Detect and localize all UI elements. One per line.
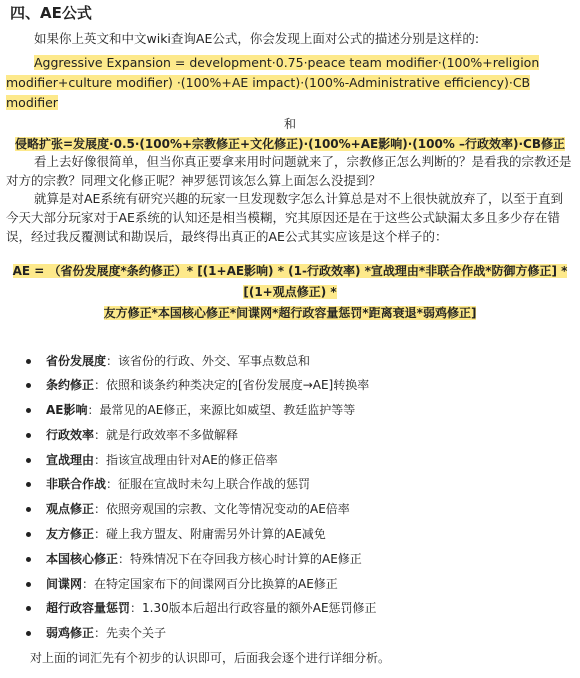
term-description: ：指该宣战理由针对AE的修正倍率 bbox=[94, 452, 278, 467]
english-formula bbox=[6, 53, 574, 113]
bullet-icon bbox=[26, 631, 31, 636]
list-item bbox=[26, 401, 574, 420]
list-item bbox=[26, 575, 574, 594]
chinese-formula-text: 侵略扩张=发展度·0.5·(100%+宗教修正+文化修正)·(100%+AE影响)·(100% –行政效率)·CB修正 bbox=[14, 136, 565, 151]
english-formula-text: Aggressive Expansion = development·0.75·peace team modifier·(100%+religion modifier+culture modifier) ·(100%+AE impact)·(100%-Administrative efficiency)·CB modifier bbox=[6, 54, 540, 110]
term-name: 间谍网 bbox=[46, 576, 83, 591]
list-item bbox=[26, 624, 574, 643]
term-description: ：征服在宣战时未勾上联合作战的惩罚 bbox=[106, 477, 311, 492]
list-item bbox=[26, 550, 574, 569]
paragraph-questions: 看上去好像很简单，但当你真正要拿来用时问题就来了，宗教修正怎么判断的？是看我的宗教还是对方的宗教？同理文化修正呢？神罗惩罚该怎么算上面怎么没提到？ bbox=[6, 153, 572, 188]
bullet-icon bbox=[26, 582, 31, 587]
ae-formula-line-1: AE = （省份发展度*条约修正）* [(1+AE影响) * (1-行政效率) *宣战理由*非联合作战*防御方修正] * [(1+观点修正) * bbox=[12, 263, 568, 299]
list-item bbox=[26, 426, 574, 445]
list-item bbox=[26, 376, 574, 395]
and-separator: 和 bbox=[283, 116, 296, 131]
bullet-icon bbox=[26, 557, 31, 562]
term-name: 行政效率 bbox=[46, 427, 95, 442]
bullet-icon bbox=[26, 383, 31, 388]
term-description: ：特殊情况下在夺回我方核心时计算的AE修正 bbox=[118, 551, 362, 566]
term-description: ：依照和谈条约种类决定的[省份发展度→AE]转换率 bbox=[94, 378, 370, 393]
bullet-icon bbox=[26, 359, 31, 364]
bullet-icon bbox=[26, 458, 31, 463]
list-item bbox=[26, 352, 574, 371]
term-description: ：碰上我方盟友、附庸需另外计算的AE减免 bbox=[94, 527, 326, 542]
bullet-icon bbox=[26, 482, 31, 487]
list-item bbox=[26, 525, 574, 544]
term-name: 超行政容量惩罚 bbox=[46, 601, 131, 616]
term-description: ：1.30版本后超出行政容量的额外AE惩罚修正 bbox=[130, 601, 377, 616]
term-list bbox=[6, 352, 574, 644]
term-name: 本国核心修正 bbox=[46, 551, 119, 566]
intro-paragraph: 如果你上英文和中文wiki查询AE公式，你会发现上面对公式的描述分别是这样的: bbox=[34, 31, 480, 46]
bullet-icon bbox=[26, 408, 31, 413]
ae-formula bbox=[6, 261, 574, 324]
bullet-icon bbox=[26, 606, 31, 611]
term-name: AE影响 bbox=[46, 403, 88, 418]
list-item bbox=[26, 500, 574, 519]
bullet-icon bbox=[26, 532, 31, 537]
term-description: ：该省份的行政、外交、军事点数总和 bbox=[106, 353, 311, 368]
bullet-icon bbox=[26, 507, 31, 512]
list-item bbox=[26, 599, 574, 618]
section-heading: 四、AE公式 bbox=[10, 4, 92, 22]
term-name: 宣战理由 bbox=[46, 452, 95, 467]
term-description: ：先卖个关子 bbox=[94, 626, 167, 641]
list-item bbox=[26, 475, 574, 494]
term-description: ：依照旁观国的宗教、文化等情况变动的AE倍率 bbox=[94, 502, 350, 517]
list-item bbox=[26, 451, 574, 470]
term-description: ：就是行政效率不多做解释 bbox=[94, 427, 239, 442]
closing-paragraph: 对上面的词汇先有个初步的认识即可，后面我会逐个进行详细分析。 bbox=[30, 651, 391, 666]
term-description: ：最常见的AE修正，来源比如威望、教廷监护等等 bbox=[87, 403, 356, 418]
term-name: 弱鸡修正 bbox=[46, 626, 95, 641]
ae-formula-line-2: 友方修正*本国核心修正*间谍网*超行政容量惩罚*距离衰退*弱鸡修正] bbox=[103, 305, 477, 320]
term-name: 非联合作战 bbox=[46, 477, 107, 492]
chinese-formula bbox=[6, 135, 574, 153]
term-name: 省份发展度 bbox=[46, 353, 107, 368]
paragraph-explanation: 就算是对AE系统有研究兴趣的玩家一旦发现数字怎么计算总是对不上很快就放弃了，以至于直到今天大部分玩家对于AE系统的认知还是相当模糊，究其原因还是在于这些公式缺漏太多且多少存在错误，经过我反覆测试和勘误后，最终得出真正的AE公式其实应该是这个样子的： bbox=[6, 191, 563, 244]
term-name: 友方修正 bbox=[46, 527, 95, 542]
term-name: 观点修正 bbox=[46, 502, 95, 517]
bullet-icon bbox=[26, 433, 31, 438]
term-description: ：在特定国家布下的间谍网百分比换算的AE修正 bbox=[82, 576, 338, 591]
term-name: 条约修正 bbox=[46, 378, 95, 393]
